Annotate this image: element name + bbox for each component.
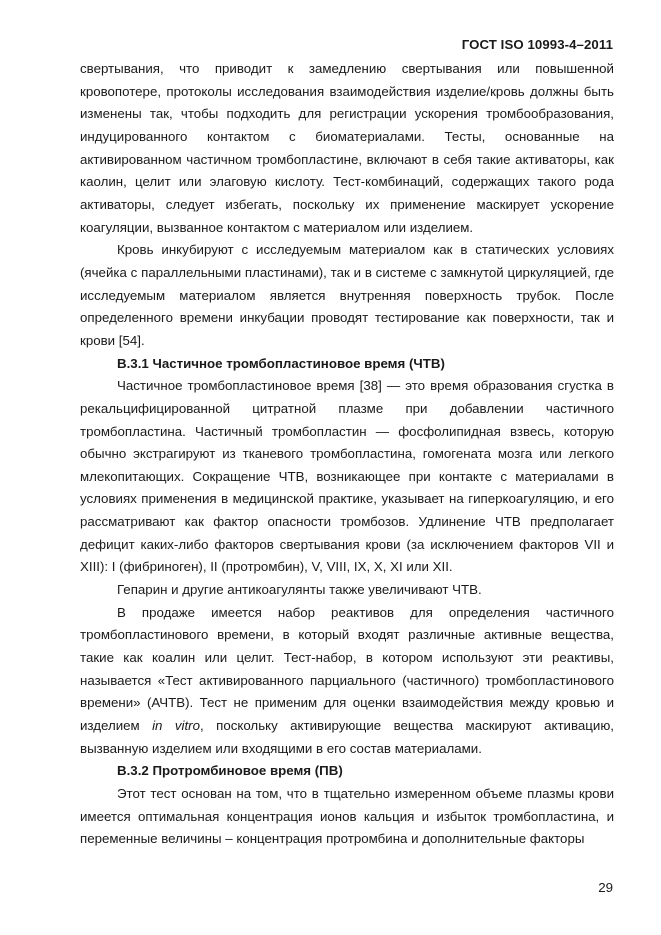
paragraph-aptt-kit (80, 602, 614, 761)
standard-header: ГОСТ ISO 10993-4–2011 (461, 37, 613, 52)
paragraph-incubation: Кровь инкубируют с исследуемым материалом как в статических условиях (ячейка с параллельными пластинами), так и в системе с замкнутой циркуляцией, где исследуемым материалом является внутренняя поверхность трубок. После определенного времени инкубации проводят тестирование как поверхности, так и крови [54]. (80, 242, 614, 348)
section-heading-pt: В.3.2 Протромбиновое время (ПВ) (117, 763, 343, 779)
paragraph-pt-basis: Этот тест основан на том, что в тщательно измеренном объеме плазмы крови имеется оптимальная концентрация ионов кальция и избыток тромбопластина, и переменные величины – концентрация протромбина и дополнительные факторы (80, 786, 614, 847)
document-body (80, 58, 614, 851)
paragraph-ptt-definition: Частичное тромбопластиновое время [38] — это время образования сгустка в рекальцифицированной цитратной плазме при добавлении частичного тромбопластина. Частичный тромбопластин — фосфолипидная взвесь, которую обычно экстрагируют из тканевого тромбопластина, гомогената мозга или легкого млекопитающих. Сокращение ЧТВ, возникающее при контакте с материалами в условиях применения в медицинской практике, указывает на гиперкоагуляцию, и его рассматривают как фактор опасности тромбозов. Удлинение ЧТВ предполагает дефицит каких-либо факторов свертывания крови (за исключением факторов VII и XIII): I (фибриноген), II (протромбин), V, VIII, IX, X, XI или XII. (80, 378, 614, 575)
paragraph-heparin: Гепарин и другие антикоагулянты также увеличивают ЧТВ. (117, 582, 482, 598)
page-number: 29 (598, 880, 613, 895)
in-vitro-term: in vitro (152, 718, 200, 734)
paragraph-continuation: свертывания, что приводит к замедлению свертывания или повышенной кровопотере, протоколы исследования взаимодействия изделие/кровь должны быть изменены так, чтобы подходить для регистрации ускорения тромбообразования, индуцированного контактом с биоматериалами. Тесты, основанные на активированном частичном тромбопластине, включают в себя такие активаторы, как каолин, целит или элаговую кислоту. Тест-комбинаций, содержащих такого рода активаторы, следует избегать, поскольку их применение маскирует ускорение коагуляции, вызванное контактом с материалом или изделием. (80, 61, 614, 235)
section-heading-ptt: В.3.1 Частичное тромбопластиновое время (ЧТВ) (117, 355, 445, 371)
paragraph-aptt-kit-text-b: , поскольку активирующие вещества маскируют активацию, вызванную изделием или входящими в его состав материалами. (80, 718, 614, 756)
paragraph-aptt-kit-text-a: В продаже имеется набор реактивов для определения частичного тромбопластинового времени, в который входят различные активные вещества, такие как коалин или целит. Тест-набор, в котором используют эти реактивы, называется «Тест активированного парциального (частичного) тромбопластинового времени» (АЧТВ). Тест не применим для оценки взаимодействия между кровью и изделием (80, 604, 614, 734)
